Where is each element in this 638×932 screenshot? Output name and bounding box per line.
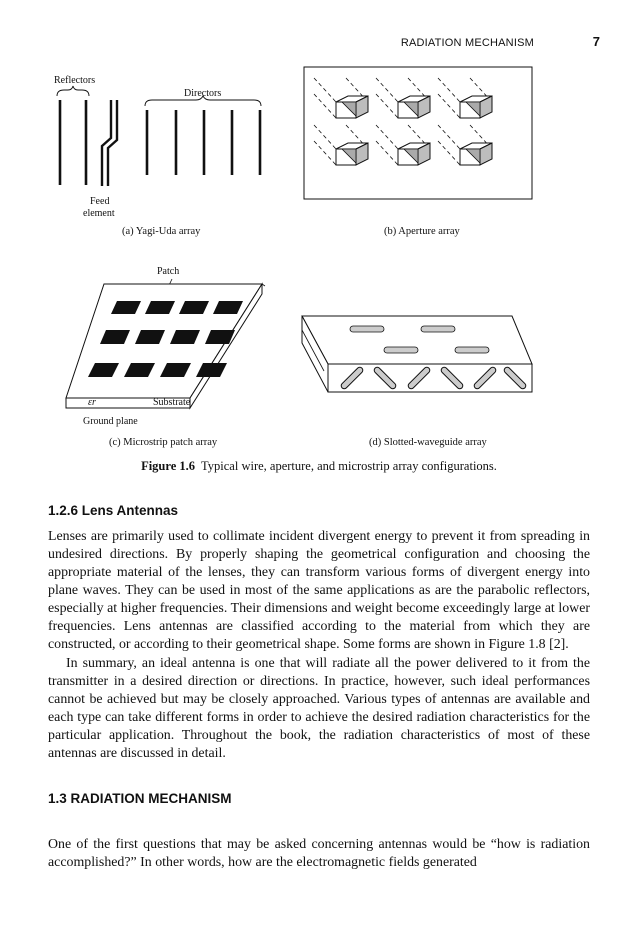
epsilon-r-label: εr	[88, 397, 96, 408]
section-heading-lens-antennas: 1.2.6 Lens Antennas	[48, 503, 179, 518]
paragraph-lens-1: Lenses are primarily used to collimate incident divergent energy to prevent it from spreading in undesired directions. By properly shaping the geometrical configuration and choosing the appropriate material of the lenses, they can transform various forms of divergent energy into plane waves. They can be used in most of the same applications as are the parabolic reflectors, especially at higher frequencies. Their dimensions and weight become exceedingly large at lower frequencies. Lens antennas are classified according to the material from which they are constructed, or according to their geometrical shape. Some forms are shown in Figure 1.8 [2].	[48, 529, 590, 652]
page-number: 7	[592, 34, 600, 49]
feed-label-line2: element	[83, 208, 115, 219]
reflectors-label: Reflectors	[54, 75, 96, 86]
running-title: RADIATION MECHANISM	[400, 37, 534, 49]
feed-label-line1: Feed	[90, 196, 110, 207]
figure-caption	[0, 459, 638, 474]
figure-caption-text: Typical wire, aperture, and microstrip array configurations.	[201, 459, 497, 473]
section-heading-radiation-mechanism: 1.3 RADIATION MECHANISM	[48, 791, 232, 806]
caption-panel-b: (b) Aperture array	[384, 226, 460, 237]
slotted-waveguide-drawing	[0, 0, 638, 460]
figure-caption-label: Figure 1.6	[141, 459, 196, 473]
substrate-label: Substrate	[153, 397, 191, 408]
ground-plane-label: Ground plane	[83, 416, 138, 427]
paragraph-lens-2: In summary, an ideal antenna is one that will radiate all the power delivered to it from the transmitter in a desired direction or directions. In practice, however, such ideal performances cannot be achieved but may be closely approached. Various types of antennas are available and each type can take different forms in order to achieve the desired radiation characteristics for the particular application. Throughout the book, the radiation characteristics of most of these antennas are discussed in detail.	[48, 656, 590, 761]
caption-panel-c: (c) Microstrip patch array	[109, 437, 218, 448]
directors-label: Directors	[184, 88, 222, 99]
paragraph-radiation-1: One of the first questions that may be asked concerning antennas would be “how is radiation accomplished?” In other words, how are the electromagnetic fields generated	[48, 837, 590, 870]
caption-panel-a: (a) Yagi-Uda array	[122, 226, 201, 237]
caption-panel-d: (d) Slotted-waveguide array	[369, 437, 487, 448]
patch-label: Patch	[157, 266, 180, 277]
